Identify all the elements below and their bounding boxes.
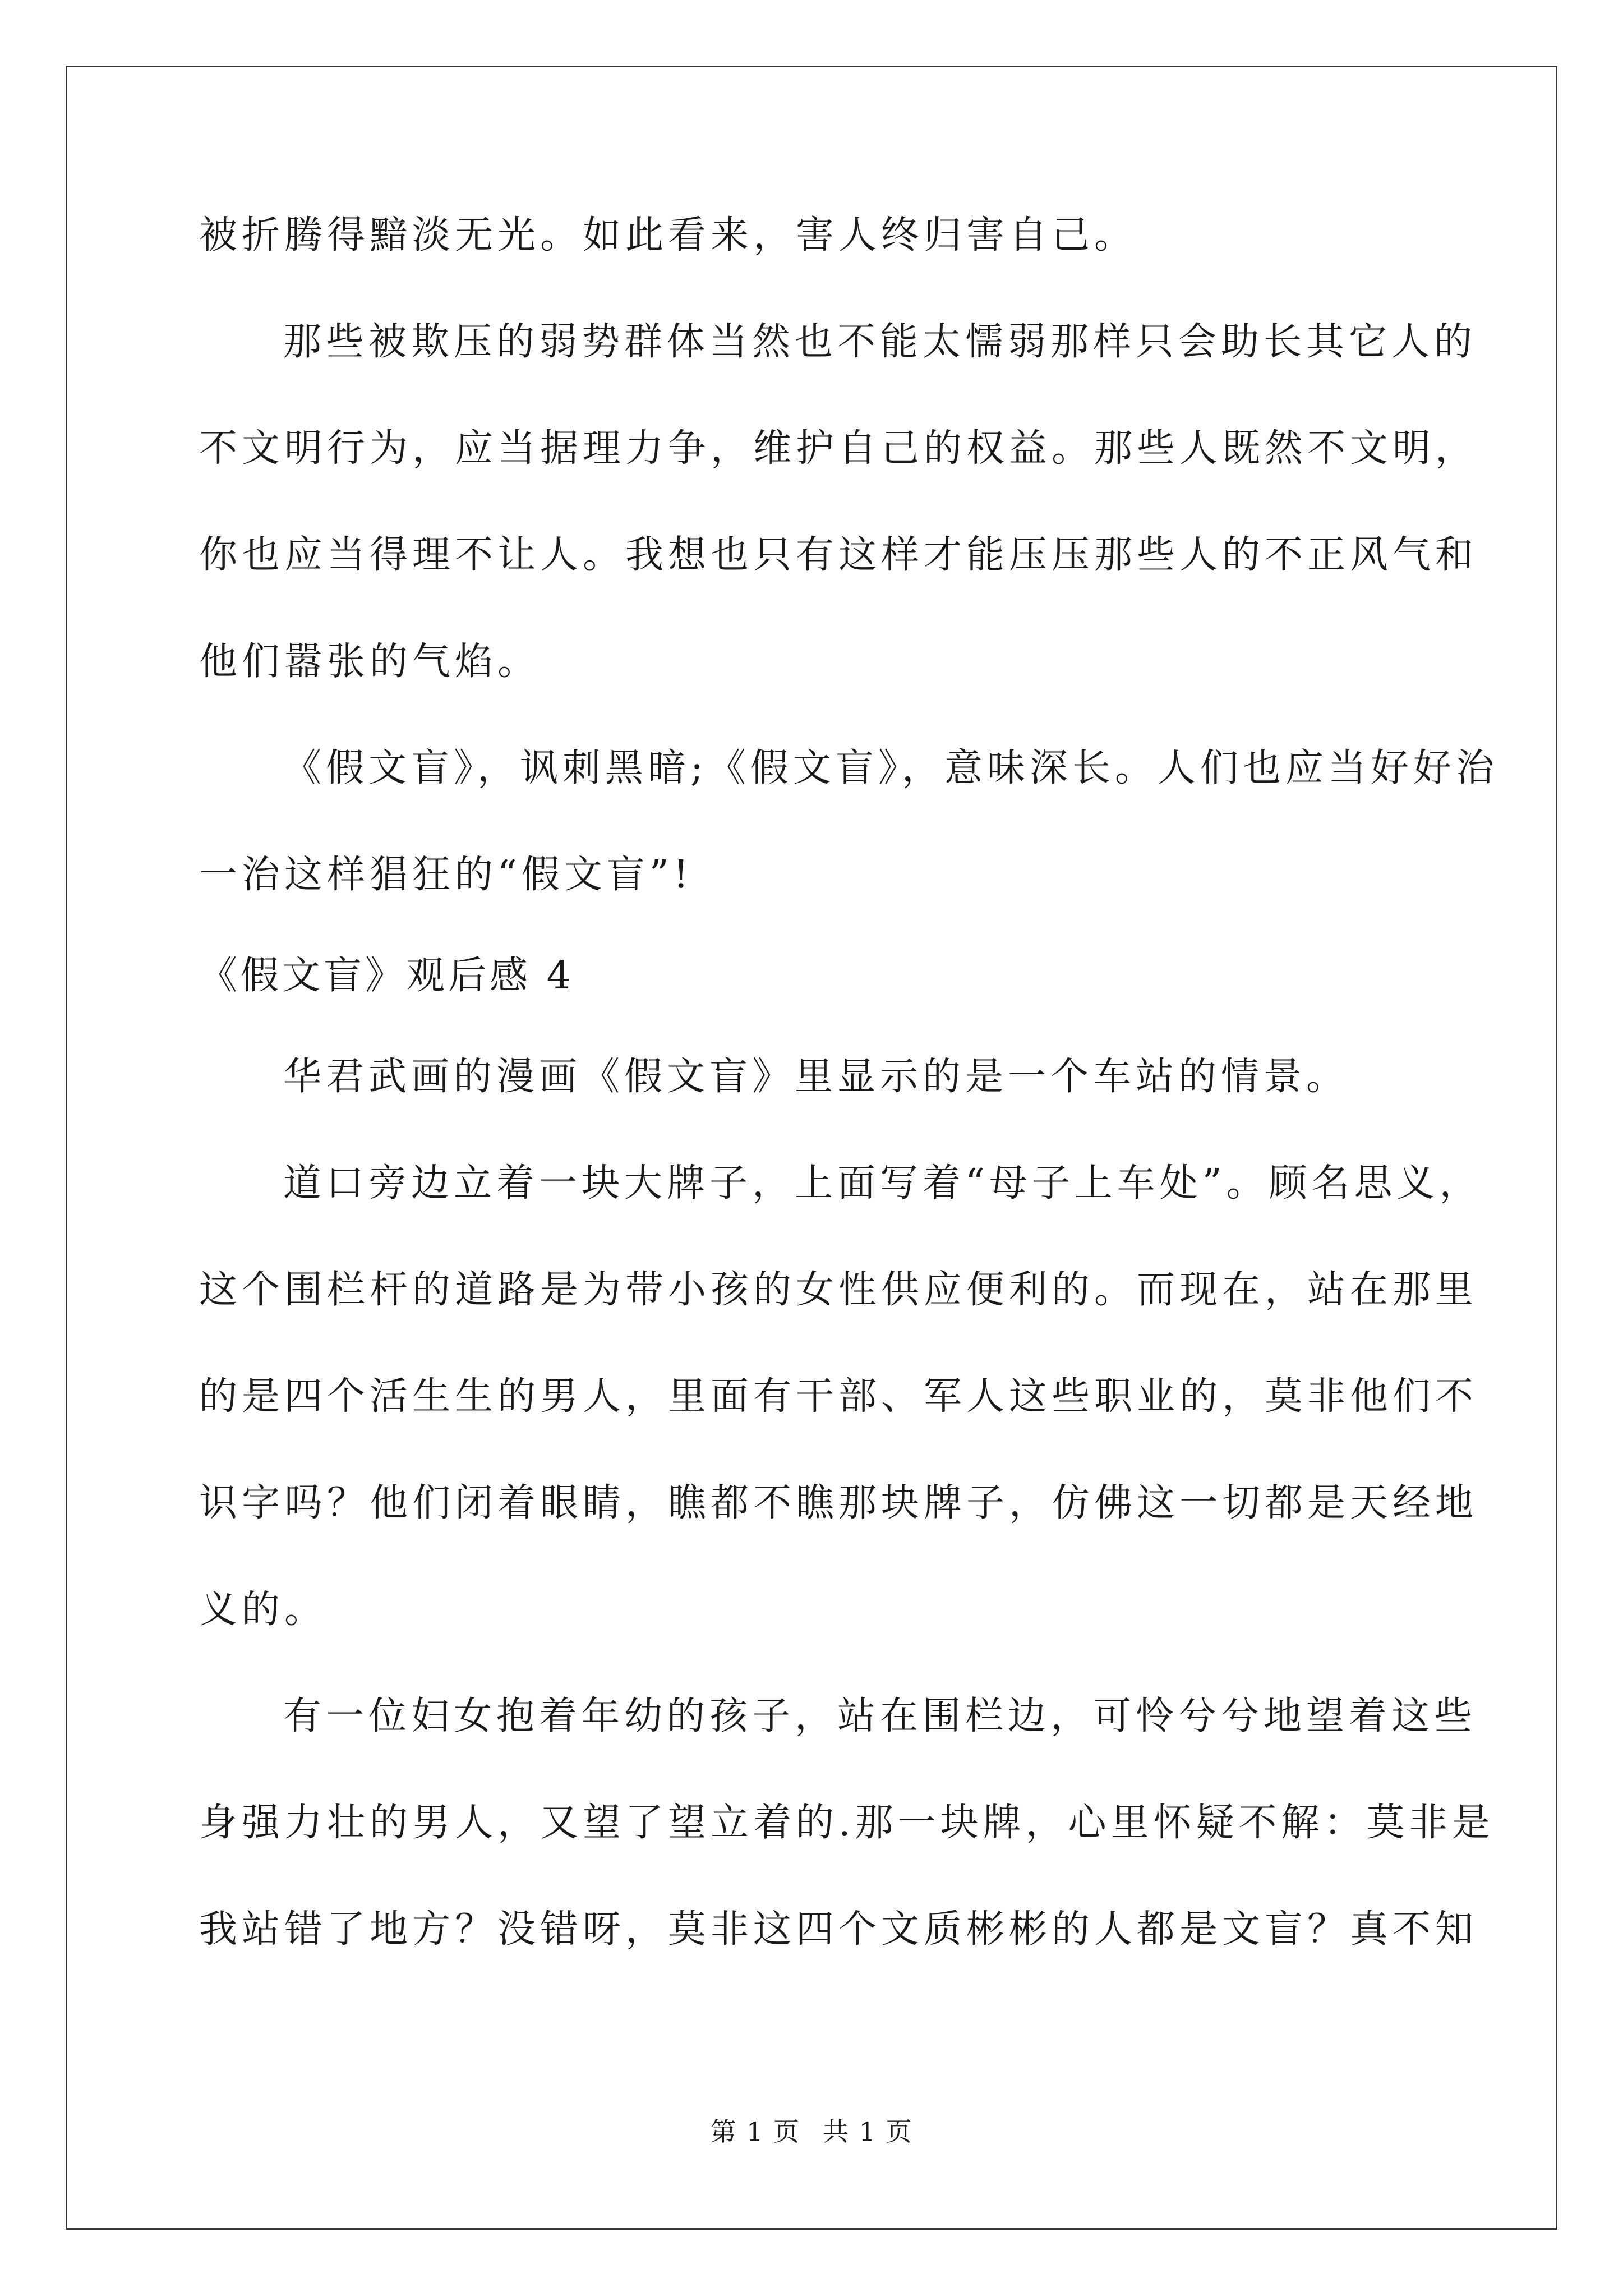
paragraph-line: 身强力壮的男人，又望了望立着的.那一块牌，心里怀疑不解：莫非是	[199, 1801, 1495, 1845]
section-heading: 《假文盲》观后感 4	[199, 954, 574, 998]
paragraph-line: 这个围栏杆的道路是为带小孩的女性供应便利的。而现在，站在那里	[199, 1268, 1478, 1312]
paragraph-line: 识字吗？他们闭着眼睛，瞧都不瞧那块牌子，仿佛这一切都是天经地	[199, 1481, 1478, 1525]
paragraph-line: 有一位妇女抱着年幼的孩子，站在围栏边，可怜兮兮地望着这些	[283, 1694, 1477, 1738]
page-total: 共 1 页	[823, 2116, 913, 2147]
paragraph-line: 我站错了地方？没错呀，莫非这四个文质彬彬的人都是文盲？真不知	[199, 1907, 1478, 1952]
paragraph-line: 道口旁边立着一块大牌子，上面写着“母子上车处”。顾名思义，	[283, 1161, 1482, 1205]
page-number: 第 1 页	[710, 2116, 800, 2147]
paragraph-line: 华君武画的漫画《假文盲》里显示的是一个车站的情景。	[283, 1055, 1349, 1099]
paragraph-line: 被折腾得黯淡无光。如此看来，害人终归害自己。	[199, 213, 1137, 257]
paragraph-line: 一治这样猖狂的“假文盲”!	[199, 853, 693, 897]
paragraph-line: 《假文盲》，讽刺黑暗;《假文盲》，意味深长。人们也应当好好治	[283, 746, 1498, 790]
paragraph-line: 他们嚣张的气焰。	[199, 639, 541, 684]
paragraph-line: 义的。	[199, 1588, 328, 1632]
paragraph-line: 的是四个活生生的男人，里面有干部、军人这些职业的，莫非他们不	[199, 1374, 1478, 1419]
paragraph-line: 你也应当得理不让人。我想也只有这样才能压压那些人的不正风气和	[199, 533, 1478, 577]
page-footer	[0, 2115, 1623, 2148]
paragraph-line: 不文明行为，应当据理力争，维护自己的权益。那些人既然不文明，	[199, 426, 1478, 471]
paragraph-line: 那些被欺压的弱势群体当然也不能太懦弱那样只会助长其它人的	[283, 320, 1477, 364]
